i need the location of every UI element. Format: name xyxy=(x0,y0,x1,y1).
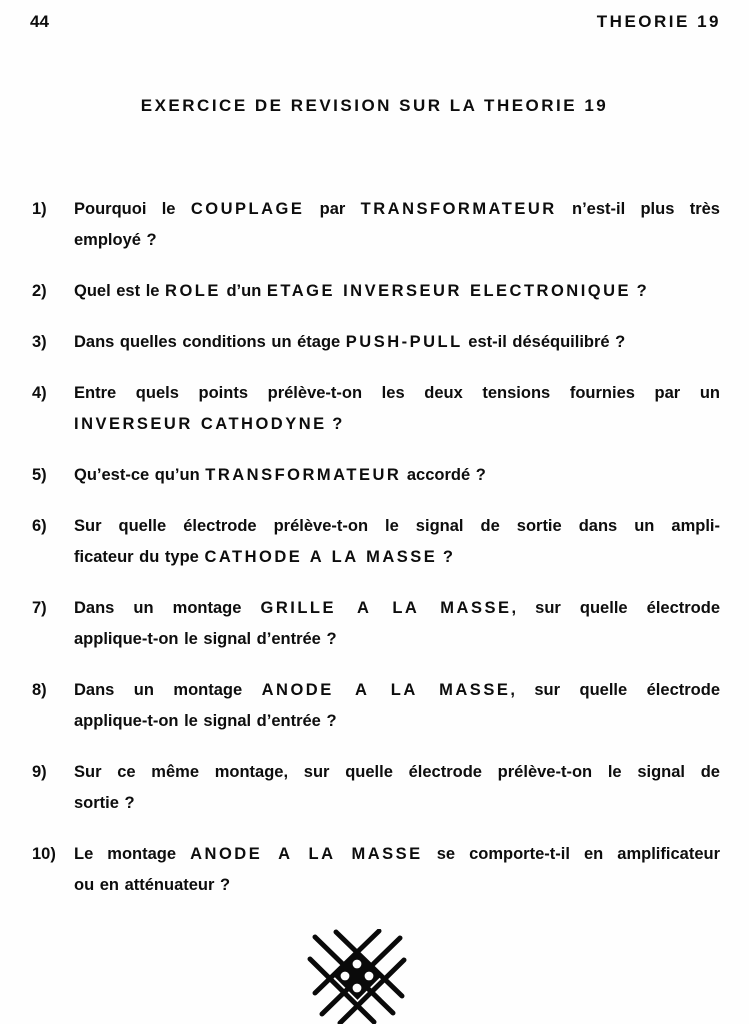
question-text xyxy=(74,276,720,307)
question-number: 7) xyxy=(32,599,47,617)
question-row xyxy=(32,675,720,737)
question-text xyxy=(74,757,720,819)
question-line: sortie ? xyxy=(74,794,135,812)
question-row xyxy=(32,757,720,819)
question-line: Dans quelles conditions un étage PUSH-PULL est-il déséquilibré ? xyxy=(74,333,626,351)
question-line: Quel est le ROLE d’un ETAGE INVERSEUR ELECTRONIQUE ? xyxy=(74,282,647,300)
question-line: ou en atténuateur ? xyxy=(74,876,231,894)
question-row xyxy=(32,276,720,307)
question-text xyxy=(74,593,720,655)
question-row xyxy=(32,593,720,655)
question-number: 9) xyxy=(32,763,47,781)
question-row xyxy=(32,839,720,901)
question-text xyxy=(74,378,720,440)
question-line: applique-t-on le signal d’entrée ? xyxy=(74,712,337,730)
question-text xyxy=(74,327,720,358)
question-number: 2) xyxy=(32,282,47,300)
page-number: 44 xyxy=(30,12,49,31)
starburst-ornament-icon xyxy=(0,929,731,1024)
question-text xyxy=(74,460,720,491)
question-line: Dans un montage GRILLE A LA MASSE, sur quelle électrode xyxy=(74,599,721,617)
question-line: Dans un montage ANODE A LA MASSE, sur quelle électrode xyxy=(74,681,720,699)
question-text xyxy=(74,675,720,737)
section-label: THEORIE 19 xyxy=(596,12,721,31)
question-number: 10) xyxy=(32,845,56,863)
question-row xyxy=(32,327,720,358)
question-number: 8) xyxy=(32,681,47,699)
page-header xyxy=(0,0,749,32)
question-row xyxy=(32,378,720,440)
question-row xyxy=(32,460,720,491)
question-text xyxy=(74,839,720,901)
question-line: applique-t-on le signal d’entrée ? xyxy=(74,630,337,648)
question-number: 6) xyxy=(32,517,47,535)
question-line: Qu’est-ce qu’un TRANSFORMATEUR accordé ? xyxy=(74,466,486,484)
question-line: Le montage ANODE A LA MASSE se comporte-t-il en amplificateur xyxy=(74,845,720,863)
question-row xyxy=(32,194,720,256)
question-line: Pourquoi le COUPLAGE par TRANSFORMATEUR n’est-il plus très xyxy=(74,200,720,218)
question-line: employé ? xyxy=(74,231,157,249)
question-line: INVERSEUR CATHODYNE ? xyxy=(74,415,343,433)
question-line: Sur quelle électrode prélève-t-on le signal de sortie dans un ampli- xyxy=(74,517,720,535)
question-number: 1) xyxy=(32,200,47,218)
question-line: Sur ce même montage, sur quelle électrode prélève-t-on le signal de xyxy=(74,763,720,781)
question-line: ficateur du type CATHODE A LA MASSE ? xyxy=(74,548,453,566)
question-line: Entre quels points prélève-t-on les deux tensions fournies par un xyxy=(74,384,720,402)
question-row xyxy=(32,511,720,573)
question-number: 3) xyxy=(32,333,47,351)
question-number: 4) xyxy=(32,384,47,402)
question-text xyxy=(74,511,720,573)
page-title: EXERCICE DE REVISION SUR LA THEORIE 19 xyxy=(140,96,609,115)
question-text xyxy=(74,194,720,256)
questions-list xyxy=(32,194,720,901)
question-number: 5) xyxy=(32,466,47,484)
